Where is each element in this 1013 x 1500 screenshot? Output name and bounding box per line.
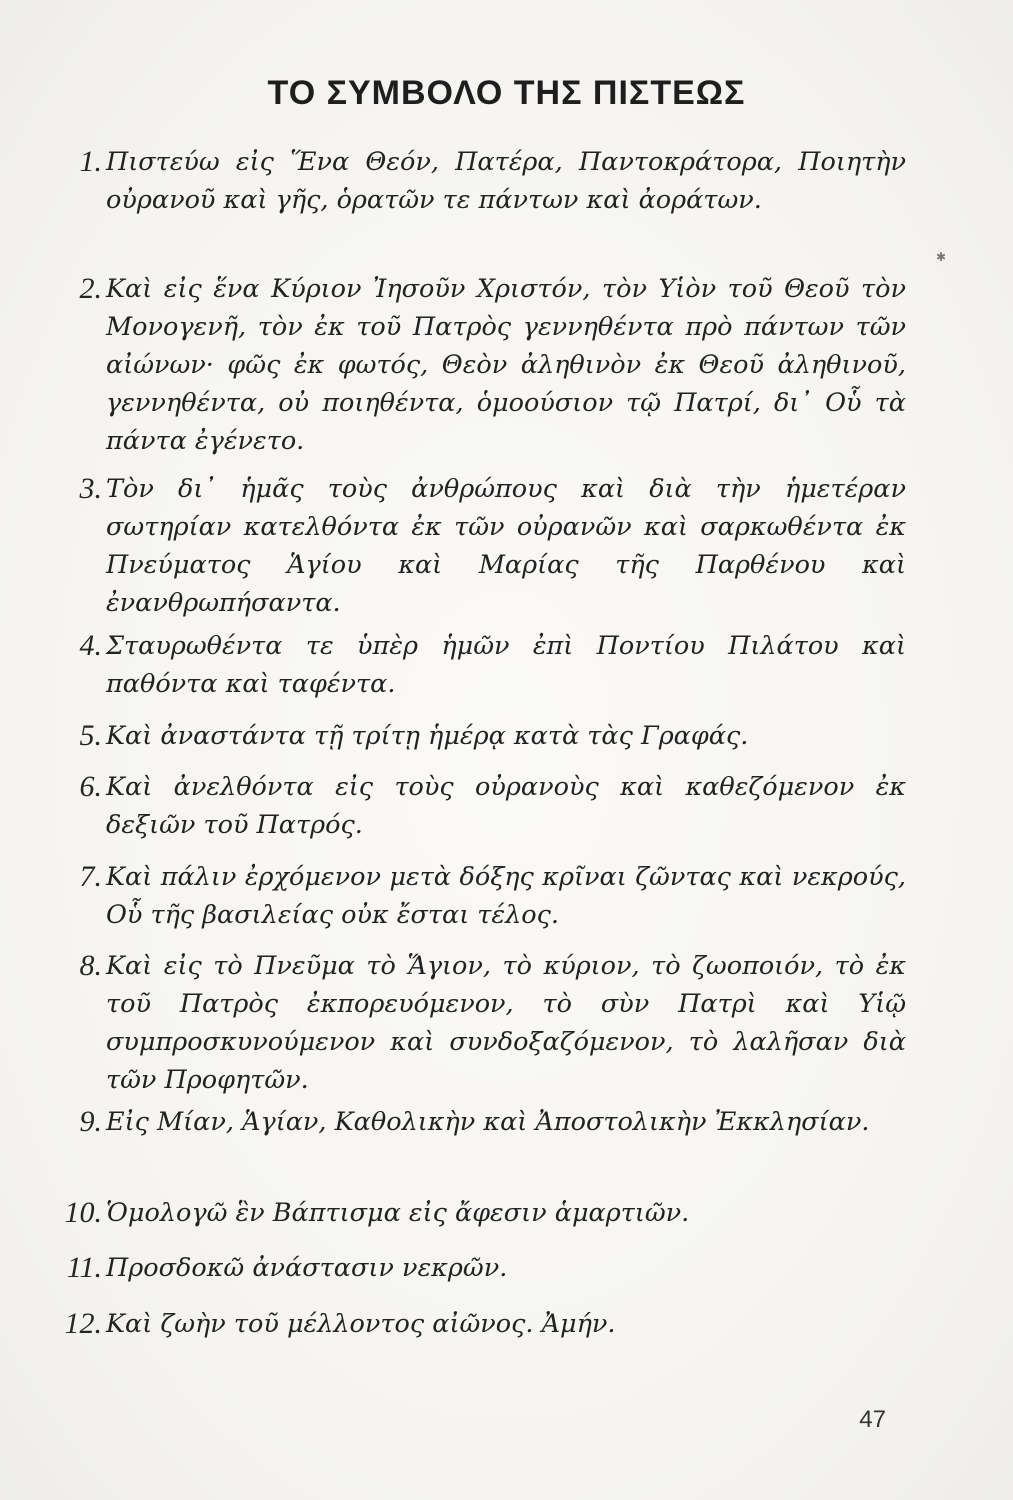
article-text: Εἰς Μίαν, Ἁγίαν, Καθολικὴν καὶ Ἀποστολικὴν Ἐκκλησίαν. bbox=[106, 1107, 870, 1137]
article-number: 12. bbox=[64, 1307, 102, 1340]
article-text: Καὶ ζωὴν τοῦ μέλλοντος αἰῶνος. Ἀμήν. bbox=[106, 1309, 616, 1339]
article-number: 4. bbox=[79, 629, 102, 662]
article-text: Καὶ εἰς τὸ Πνεῦμα τὸ Ἅγιον, τὸ κύριον, τὸ ζωοποιόν, τὸ ἐκ τοῦ Πατρὸς ἐκπορευόμενον, τὸ σὺν Πατρὶ καὶ Υἱῷ συμπροσκυνούμενον καὶ συνδοξαζόμενον, τὸ λαλῆσαν διὰ τῶν Προφητῶν. bbox=[106, 951, 906, 1095]
article-number: 10. bbox=[64, 1196, 102, 1229]
page-title: ΤΟ ΣΥΜΒΟΛΟ ΤΗΣ ΠΙΣΤΕΩΣ bbox=[267, 74, 746, 112]
article-text: Καὶ εἰς ἕνα Κύριον Ἰησοῦν Χριστόν, τὸν Υἱὸν τοῦ Θεοῦ τὸν Μονογενῆ, τὸν ἐκ τοῦ Πατρὸς γεννηθέντα πρὸ πάντων τῶν αἰώνων· φῶς ἐκ φωτός, Θεὸν ἀληθινὸν ἐκ Θεοῦ ἀληθινοῦ, γεννηθέντα, οὐ ποιηθέντα, ὁμοούσιον τῷ Πατρί, δι᾿ Οὗ τὰ πάντα ἐγένετο. bbox=[106, 274, 906, 456]
article-number: 5. bbox=[79, 719, 102, 752]
article-number: 11. bbox=[66, 1251, 102, 1284]
article-text: Σταυρωθέντα τε ὑπὲρ ἡμῶν ἐπὶ Ποντίου Πιλάτου καὶ παθόντα καὶ ταφέντα. bbox=[106, 631, 906, 699]
article-number: 3. bbox=[79, 472, 102, 505]
article-number: 7. bbox=[79, 860, 102, 893]
ink-speck: ✱ bbox=[936, 250, 947, 264]
article-number: 8. bbox=[79, 949, 102, 982]
article-number: 2. bbox=[79, 272, 102, 305]
article-text: Προσδοκῶ ἀνάστασιν νεκρῶν. bbox=[106, 1253, 508, 1283]
page-number: 47 bbox=[859, 1406, 886, 1433]
article-text: Τὸν δι᾿ ἡμᾶς τοὺς ἀνθρώπους καὶ διὰ τὴν ἡμετέραν σωτηρίαν κατελθόντα ἐκ τῶν οὐρανῶν καὶ σαρκωθέντα ἐκ Πνεύματος Ἁγίου καὶ Μαρίας τῆς Παρθένου καὶ ἐνανθρωπήσαντα. bbox=[106, 474, 906, 618]
article-number: 6. bbox=[79, 770, 102, 803]
article-text: Καὶ ἀναστάντα τῇ τρίτῃ ἡμέρᾳ κατὰ τὰς Γραφάς. bbox=[106, 721, 749, 751]
article-text: Καὶ πάλιν ἐρχόμενον μετὰ δόξης κρῖναι ζῶντας καὶ νεκρούς, Οὗ τῆς βασιλείας οὐκ ἔσται τέλος. bbox=[106, 862, 906, 930]
article-text: Πιστεύω εἰς Ἕνα Θεόν, Πατέρα, Παντοκράτορα, Ποιητὴν οὐρανοῦ καὶ γῆς, ὁρατῶν τε πάντων καὶ ἀοράτων. bbox=[106, 147, 906, 215]
article-text: Καὶ ἀνελθόντα εἰς τοὺς οὐρανοὺς καὶ καθεζόμενον ἐκ δεξιῶν τοῦ Πατρός. bbox=[106, 772, 906, 840]
article-text: Ὁμολογῶ ἓν Βάπτισμα εἰς ἄφεσιν ἁμαρτιῶν. bbox=[106, 1198, 690, 1228]
article-number: 9. bbox=[79, 1105, 102, 1138]
article-number: 1. bbox=[79, 145, 102, 178]
